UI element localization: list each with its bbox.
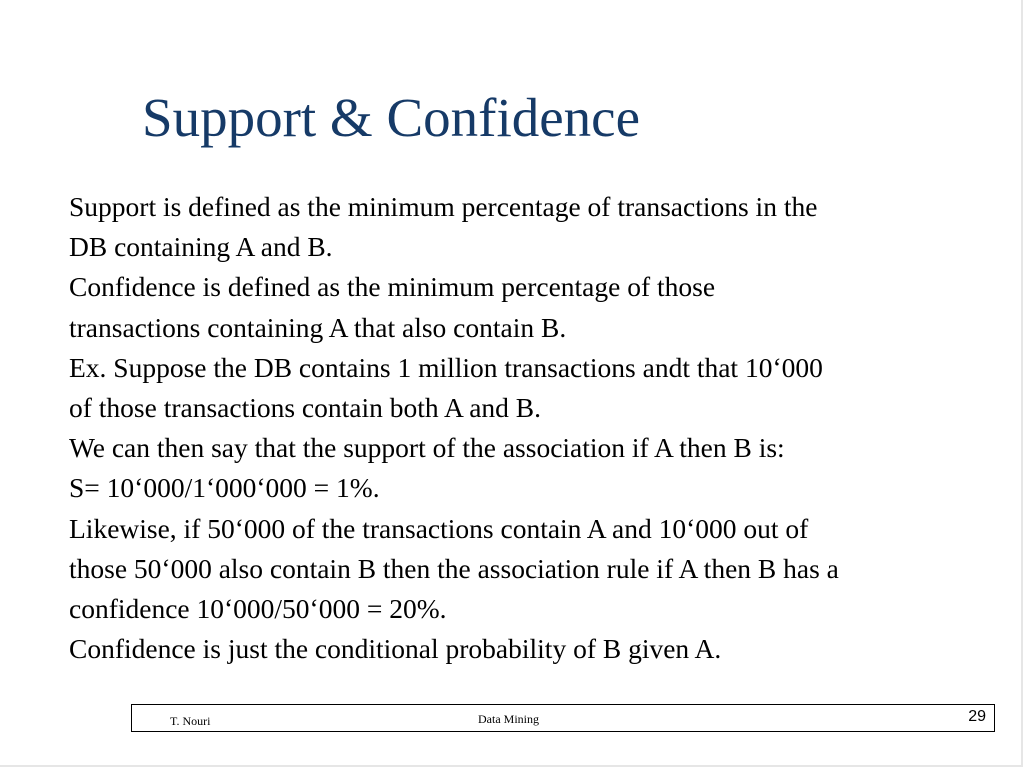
slide-title: Support & Confidence [142,87,640,148]
slide-footer [131,704,995,732]
slide-body [69,187,1014,669]
body-line: transactions containing A that also contain B. [69,311,567,343]
body-line: of those transactions contain both A and B. [69,392,542,424]
body-line: those 50‘000 also contain B then the association rule if A then B has a [69,552,839,584]
body-line: Confidence is defined as the minimum percentage of those [69,271,716,303]
body-line: Confidence is just the conditional probability of B given A. [69,633,722,665]
body-line: We can then say that the support of the association if A then B is: [69,432,785,464]
footer-course-title: Data Mining [478,712,539,726]
body-line: confidence 10‘000/50‘000 = 20%. [69,593,447,625]
footer-author: T. Nouri [170,714,211,728]
body-line: Support is defined as the minimum percentage of transactions in the [69,191,818,222]
page-number: 29 [968,708,986,725]
body-line: DB containing A and B. [69,231,333,263]
body-line: S= 10‘000/1‘000‘000 = 1%. [69,472,380,504]
body-line: Likewise, if 50‘000 of the transactions contain A and 10‘000 out of [69,512,809,544]
body-line: Ex. Suppose the DB contains 1 million transactions andt that 10‘000 [69,351,823,383]
